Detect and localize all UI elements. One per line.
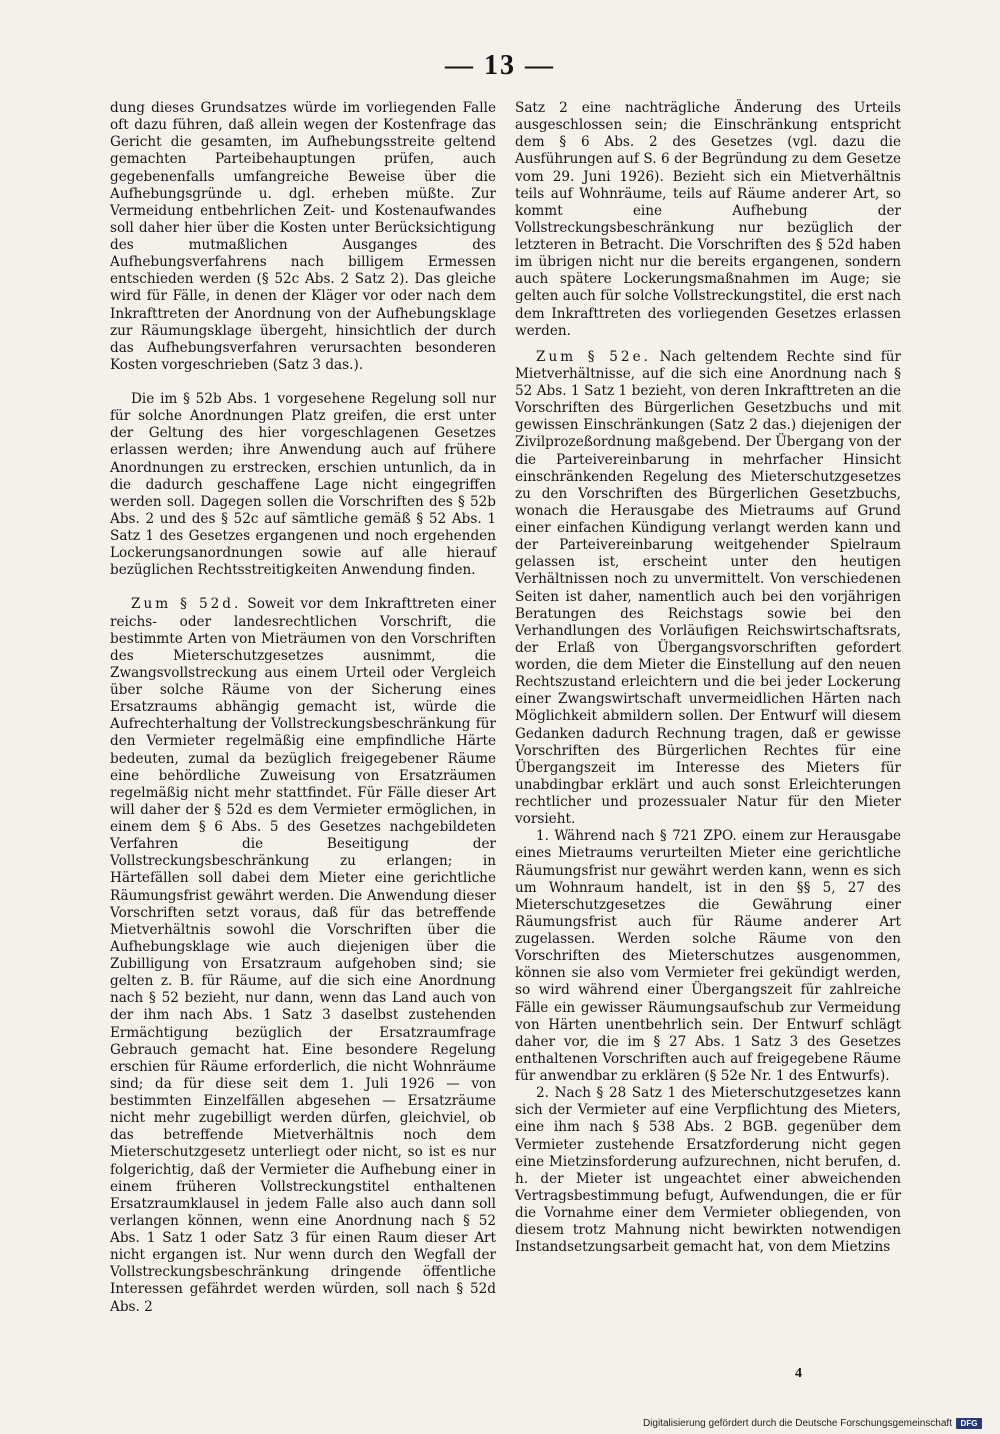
footer [643,1418,982,1429]
signature-mark: 4 [795,1366,802,1381]
left-paragraph-3 [110,596,496,1315]
right-paragraph-1: Satz 2 eine nachträgliche Änderung des Urteils ausgeschlossen sein; die Einschränkung entspricht dem § 6 Abs. 2 des Gesetzes (vgl. dazu die Ausführungen auf S. 6 der Begründung zu dem Gesetze vom 29. Juni 1926). Bezieht sich ein Mietverhältnis teils auf Wohnräume, teils auf Räume anderer Art, so kommt eine Aufhebung der Vollstreckungsbeschränkung nur bezüglich der letzteren in Betracht. Die Vorschriften des § 52d haben im übrigen nicht nur die bereits ergangenen, sondern auch spätere Lockerungsmaßnahmen im Auge; sie gelten auch für solche Vollstreckungstitel, die erst nach dem Inkrafttreten des vorliegenden Gesetzes erlassen werden. [515,100,901,339]
dfg-logo-icon: DFG [956,1418,982,1429]
section-body-52e: Nach geltendem Rechte sind für Mietverhältnisse, auf die sich eine Anordnung nach § 52 Abs. 1 Satz 1 bezieht, von deren Inkrafttreten an die Vorschriften des Bürgerlichen Gesetzbuchs und mit gewissen Einschränkungen (Satz 2 das.) diejenigen der Zivilprozeßordnung maßgebend. Der Übergang von der die Parteivereinbarung in mehrfacher Hinsicht einschränkenden Regelung des Mieterschutzgesetzes zu den Vorschriften des Bürgerlichen Gesetzbuchs, wonach die Herausgabe des Mietraums auf Grund einer einfachen Kündigung verlangt werden kann und der Parteivereinbarung weitgehender Spielraum gelassen ist, erscheint unter den heutigen Verhältnissen noch zu unvermittelt. Von verschiedenen Seiten ist daher, namentlich auch bei den vorjährigen Beratungen des Reichstags sowie bei den Verhandlungen des Vorläufigen Reichswirtschaftsrats, der Erlaß von Übergangsvorschriften gefordert worden, die dem Mieter die Einstellung auf den neuen Rechtszustand erleichtern und die bei jeder Lockerung einer Zwangswirtschaft unvermeidlichen Härten nach Möglichkeit abmildern sollen. Der Entwurf will diesem Gedanken dadurch Rechnung tragen, daß er gewisse Vorschriften des Bürgerlichen Rechtes für eine Übergangszeit im Interesse des Mieters für unabdingbar erklärt und auch sonst Erleichterungen rechtlicher und prozessualer Natur für den Mieter vorsieht. [515,348,901,828]
left-column [110,100,496,1316]
section-heading-52e: Zum § 52e. [536,348,651,365]
footer-credit: Digitalisierung gefördert durch die Deutsche Forschungsgemeinschaft [642,1418,952,1429]
left-paragraph-1: dung dieses Grundsatzes würde im vorliegenden Falle oft dazu führen, daß allein wegen der Kostenfrage das Gericht die gesamten, im Aufhebungsstreite geltend gemachten Parteibehauptungen prüfen, auch gegebenenfalls umfangreiche Beweise über die Aufhebungsgründe u. dgl. erheben müßte. Zur Vermeidung entbehrlichen Zeit- und Kostenaufwandes soll daher hier über die Kosten unter Berücksichtigung des mutmaßlichen Ausganges des Aufhebungsverfahrens nach billigem Ermessen entschieden werden (§ 52c Abs. 2 Satz 2). Das gleiche wird für Fälle, in denen der Kläger vor oder nach dem Inkrafttreten der Anordnung von der Aufhebungsklage zur Räumungsklage übergeht, hinsichtlich der durch das Aufhebungsverfahren verursachten besonderen Kosten vorgeschrieben (Satz 3 das.). [110,100,496,373]
section-heading-52d: Zum § 52d. [131,596,242,613]
page-number: — 13 — [445,50,555,81]
section-body-52d: Soweit vor dem Inkrafttreten einer reichs- oder landesrechtlichen Vorschrift, die bestimmte Arten von Mieträumen von den Vorschriften des Mieterschutzgesetzes ausnimmt, die Zwangsvollstreckung aus einem Urteil oder Vergleich über solche Räume von der Sicherung eines Ersatzraums abhängig gemacht ist, würde die Aufrechterhaltung der Vollstreckungsbeschränkung für den Vermieter regelmäßig eine empfindliche Härte bedeuten, zumal da bezüglich freigegebener Räume eine behördliche Zuweisung von Ersatzräumen regelmäßig nicht mehr stattfindet. Für Fälle dieser Art will daher der § 52d es dem Vermieter ermöglichen, in einem dem § 6 Abs. 5 des Gesetzes nachgebildeten Verfahren die Beseitigung der Vollstreckungsbeschränkung zu erlangen; in Härtefällen soll dabei dem Mieter eine gerichtliche Räumungsfrist gewährt werden. Die Anwendung dieser Vorschriften setzt voraus, daß für das betreffende Mietverhältnis sowohl die Vorschriften über die Aufhebungsklage wie auch diejenigen über die Zubilligung von Ersatzraum aufgehoben sind; sie gelten z. B. für Räume, auf die sich eine Anordnung nach § 52 bezieht, nur dann, wenn das Land auch von der ihm nach Abs. 1 Satz 3 daselbst zustehenden Ermächtigung bezüglich der Ersatzraumfrage Gebrauch gemacht hat. Eine besondere Regelung erschien für Räume erforderlich, die nicht Wohnräume sind; da für diese seit dem 1. Juli 1926 — von bestimmten Einzelfällen abgesehen — Ersatzräume nicht mehr zugebilligt werden dürfen, gleichviel, ob das betreffende Mietverhältnis noch dem Mieterschutzgesetz unterliegt oder nicht, so ist es nur folgerichtig, daß der Vermieter die Aufhebung einer in einem früheren Vollstreckungstitel enthaltenen Ersatzraumklausel in jedem Falle also auch dann soll verlangen können, wenn eine Anordnung nach § 52 Abs. 1 Satz 1 oder Satz 3 für einen Raum dieser Art nicht ergangen ist. Nur wenn durch den Wegfall der Vollstreckungsbeschränkung dringende öffentliche Interessen gefährdet werden würden, soll nach § 52d Abs. 2 [110,596,497,1315]
right-paragraph-4: 2. Nach § 28 Satz 1 des Mieterschutzgesetzes kann sich der Vermieter auf eine Verpflichtung des Mieters, eine ihm nach § 538 Abs. 2 BGB. gegenüber dem Vermieter zustehende Ersatzforderung nicht gegen eine Mietzinsforderung aufzurechnen, nicht berufen, d. h. der Mieter ist ungeachtet einer abweichenden Vertragsbestimmung befugt, Aufwendungen, die er für die Vornahme einer dem Vermieter obliegenden, von diesem trotz Mahnung nicht bewirkten notwendigen Instandsetzungsarbeit gemacht hat, von dem Mietzins [515,1085,901,1256]
right-paragraph-3: 1. Während nach § 721 ZPO. einem zur Herausgabe eines Mietraums verurteilten Mieter eine gerichtliche Räumungsfrist nur gewährt werden kann, wenn es sich um Wohnraum handelt, ist in den §§ 5, 27 des Mieterschutzgesetzes die Gewährung einer Räumungsfrist auch für Räume anderer Art zugelassen. Werden solche Räume von den Vorschriften des Mieterschutzes ausgenommen, können sie also vom Vermieter frei gekündigt werden, so wird während einer Übergangszeit für zahlreiche Fälle ein gewisser Räumungsaufschub zur Vermeidung von Härten unentbehrlich sein. Der Entwurf schlägt daher vor, die im § 27 Abs. 1 Satz 3 des Gesetzes enthaltenen Vorschriften auch auf freigegebene Räume für anwendbar zu erklären (§ 52e Nr. 1 des Entwurfs). [515,828,901,1084]
left-paragraph-2: Die im § 52b Abs. 1 vorgesehene Regelung soll nur für solche Anordnungen Platz greifen, die erst unter der Geltung des hier vorgeschlagenen Gesetzes erlassen werden; ihre Anwendung auch auf frühere Anordnungen zu erstrecken, erschien untunlich, da in die dadurch geschaffene Lage nicht eingegriffen werden soll. Dagegen sollen die Vorschriften des § 52b Abs. 2 und des § 52c auf sämtliche gemäß § 52 Abs. 1 Satz 1 des Gesetzes ergangenen und noch ergehenden Lockerungsanordnungen sowie auf alle hierauf bezüglichen Rechtsstreitigkeiten Anwendung finden. [110,391,496,579]
right-column [515,100,901,1256]
right-paragraph-2 [515,349,901,829]
